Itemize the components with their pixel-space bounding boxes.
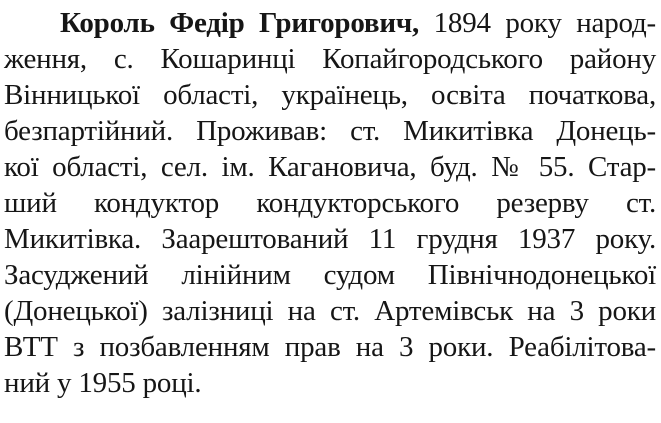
text-line-11: ний у 1955 році. [4,367,202,399]
text-line-6: ший кондуктор кондукторського резерву ст. [4,187,656,219]
text-line-7: Микитівка. Заарештований 11 грудня 1937 року. [4,223,656,255]
text-line-10: ВТТ з позбавленням прав на 3 роки. Реабілітова- [4,331,656,363]
first-line-text: 1894 року народ- [419,7,656,39]
text-line-9: (Донецької) залізниці на ст. Артемівськ на 3 роки [4,295,656,327]
text-line-5: кої області, сел. ім. Кагановича, буд. № 55. Стар- [4,151,656,183]
paragraph-first-line [4,5,656,41]
text-line-8: Засуджений лінійним судом Північнодонецької [4,259,656,291]
text-line-2: ження, с. Кошаринці Копайгородського району [4,43,656,75]
person-name: Король Федір Григорович, [60,7,420,39]
text-line-4: безпартійний. Проживав: ст. Микитівка Донець- [4,115,656,147]
text-line-3: Вінницької області, українець, освіта початкова, [4,79,656,111]
